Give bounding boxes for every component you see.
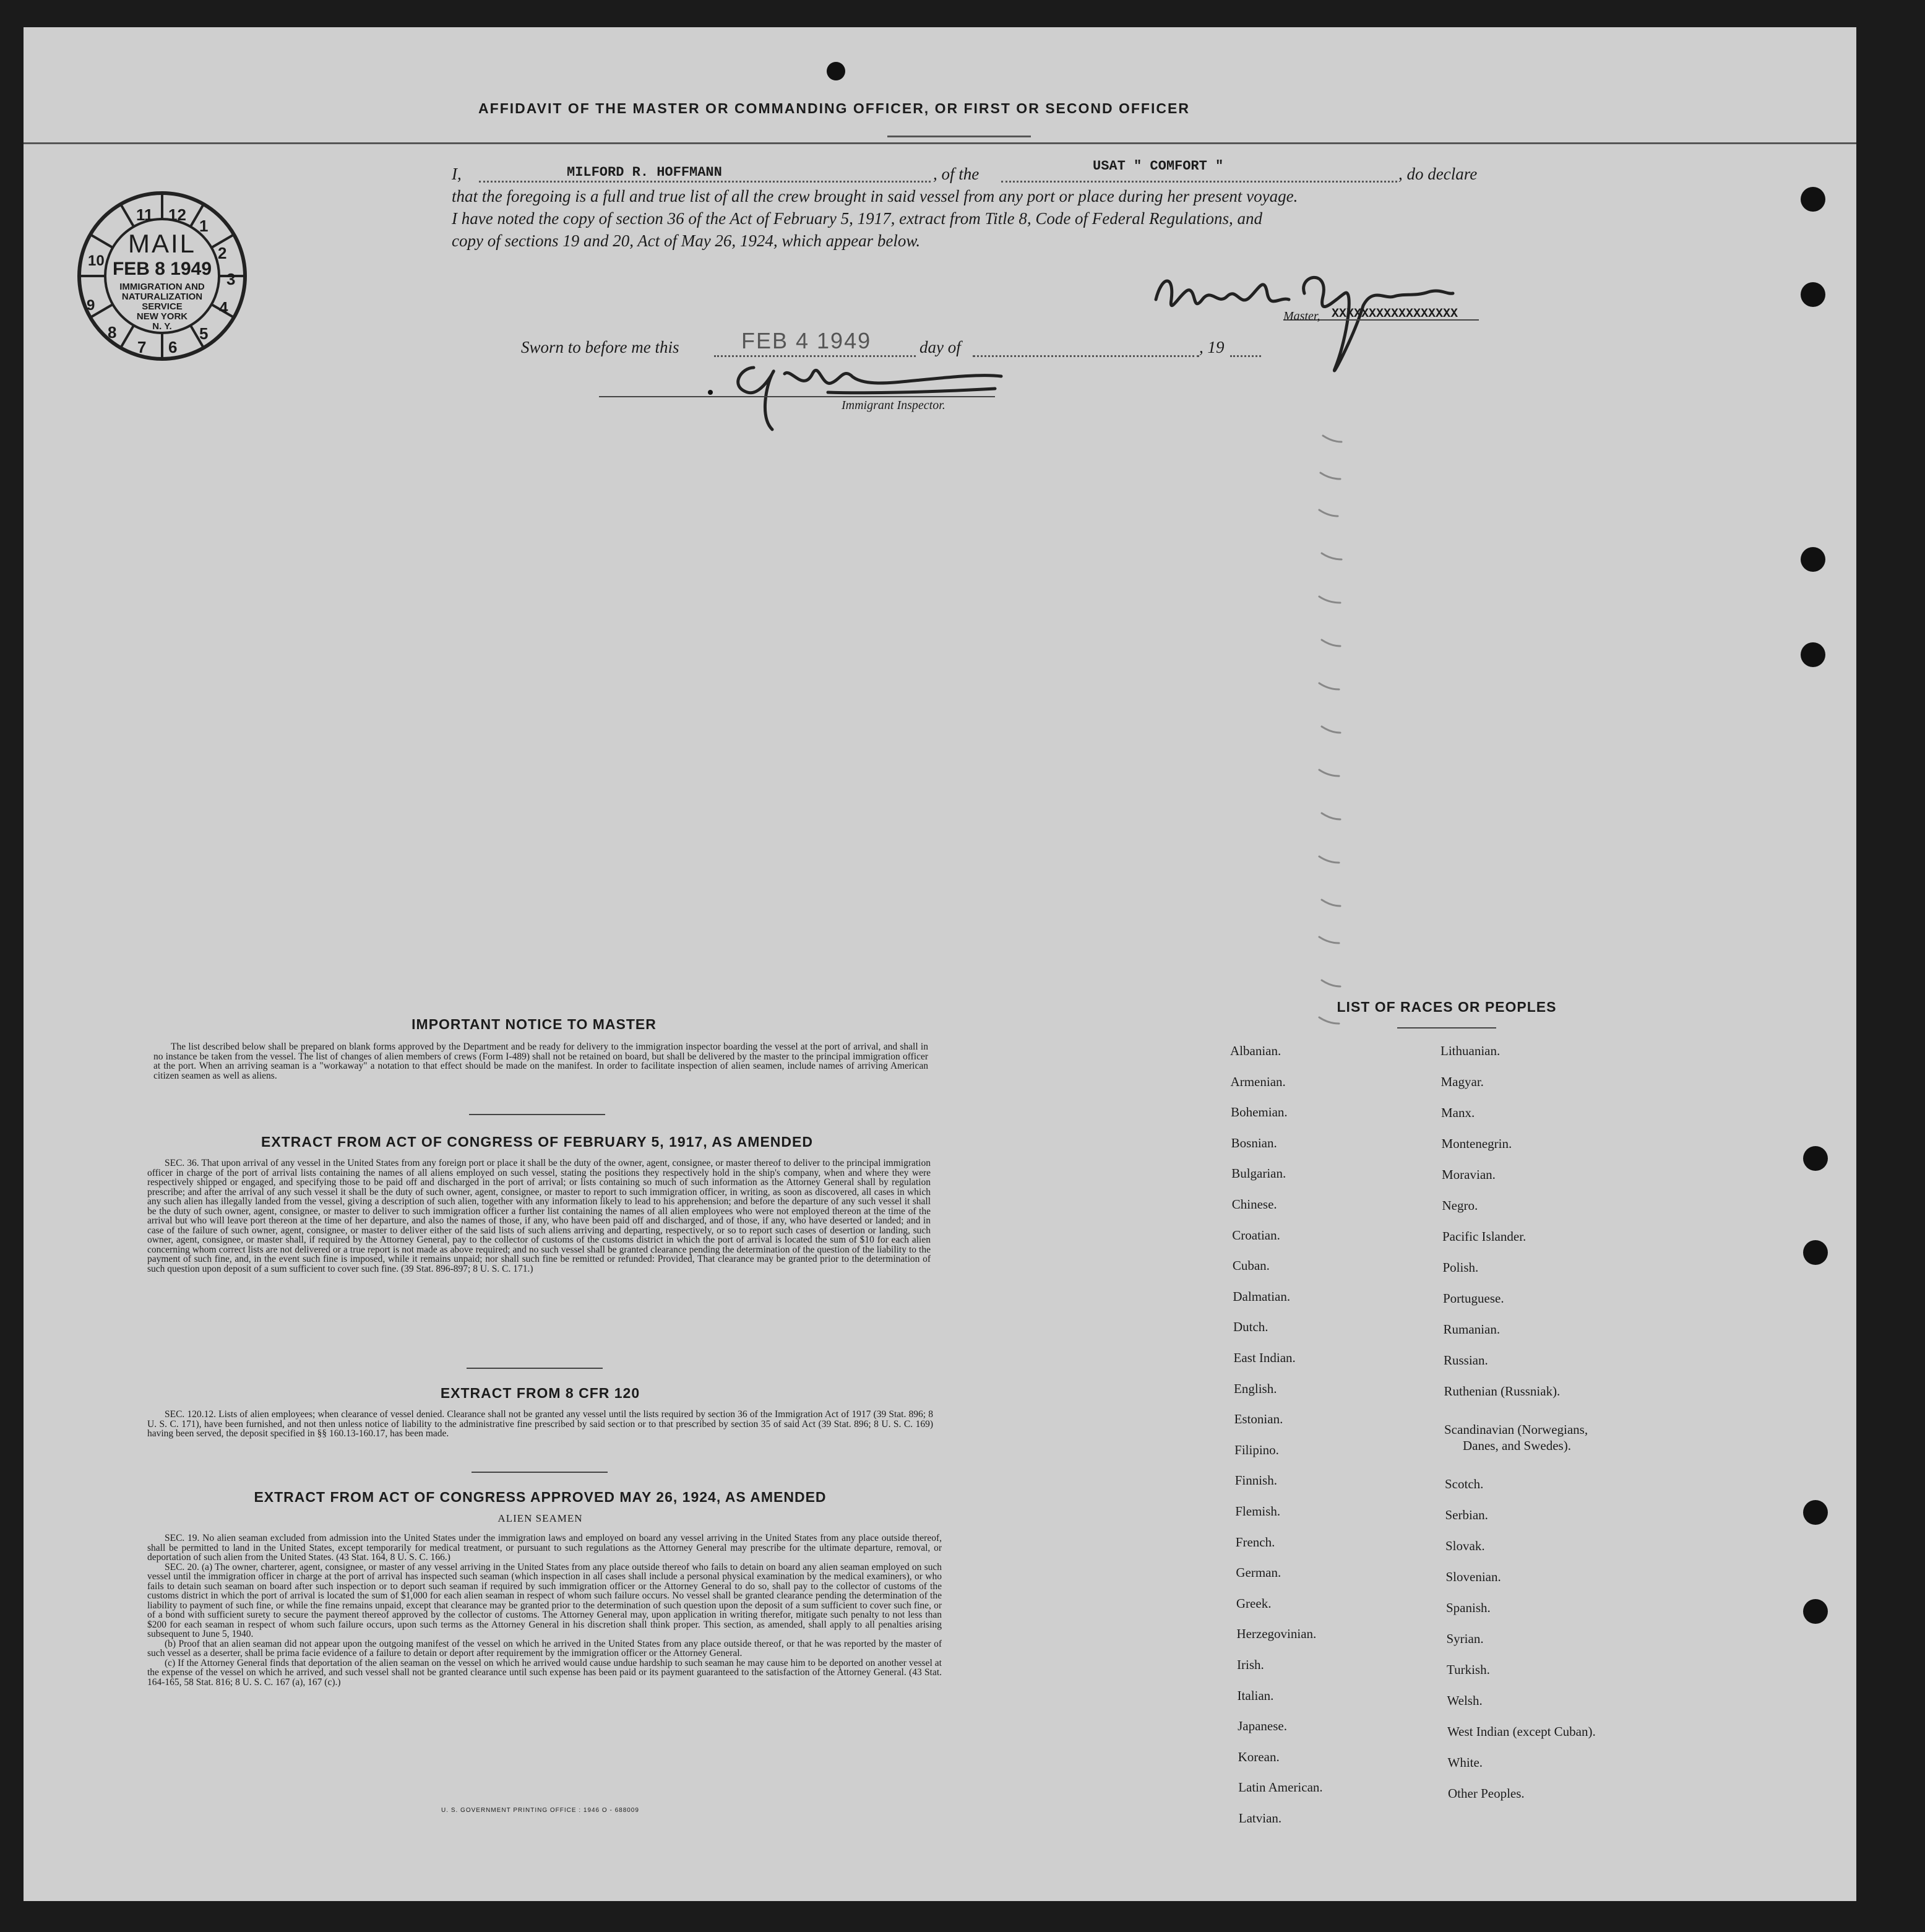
stamp-ring-number: 12 (168, 205, 186, 224)
inspector-label: Immigrant Inspector. (842, 399, 945, 412)
race-item: Cuban. (1232, 1258, 1270, 1274)
stamp-ring-number: 6 (168, 338, 178, 356)
race-item: Bulgarian. (1231, 1166, 1286, 1181)
race-item: Latvian. (1238, 1811, 1282, 1826)
struck-title: XXXXXXXXXXXXXXXXX (1332, 307, 1458, 321)
stamp-line: IMMIGRATION AND (119, 282, 205, 292)
race-item: Lithuanian. (1441, 1043, 1501, 1058)
race-item: Filipino. (1234, 1442, 1279, 1457)
race-item: Serbian. (1445, 1507, 1488, 1522)
extract-cfr-text: SEC. 120.12. Lists of alien employees; when clearance of vessel denied. Clearance shall not be granted any vessel until the lists required by section 36 of the Immigration Act of 1917 (39 Stat. 896; 8 U. S. C. 171), have been furnished, and not then unless notice of liability to the administrative fine prescribed by said section or to that prescribed by section 35 of said Act (39 Stat. 896; 8 U. S. C. 169) having been served, the deposit specified in §§ 160.13-160.17, has been made. (147, 1409, 933, 1439)
race-item: Portuguese. (1443, 1291, 1504, 1306)
extract-1924-sec19: SEC. 19. No alien seaman excluded from admission into the United States under the immigration laws and employed on board any vessel arriving in the United States from any place outside thereof, shall be permitted to land in the United States, except temporarily for medical treatment, or pursuant to such regulations as the Attorney General may prescribe for the ultimate departure, removal, or deportation of such alien from the United States. (43 Stat. 164, 8 U. S. C. 166.) (147, 1533, 942, 1563)
race-item: French. (1235, 1534, 1275, 1550)
extract-cfr-title: EXTRACT FROM 8 CFR 120 (440, 1385, 640, 1401)
day-of-label: day of (919, 338, 961, 356)
punch-hole (1803, 1146, 1828, 1171)
race-item: Ruthenian (Russniak). (1444, 1384, 1561, 1399)
header-divider (24, 142, 1856, 144)
stamp-ring-number: 10 (88, 252, 105, 269)
punch-hole (1801, 547, 1825, 572)
master-signature (1150, 262, 1459, 386)
race-item: Spanish. (1446, 1600, 1491, 1615)
race-item: Italian. (1237, 1688, 1274, 1703)
sworn-label: Sworn to before me this (521, 338, 679, 356)
race-item: English. (1234, 1381, 1277, 1396)
punch-hole (1801, 282, 1825, 307)
race-item: Scandinavian (Norwegians, (1444, 1422, 1588, 1437)
notice-title: IMPORTANT NOTICE TO MASTER (411, 1016, 657, 1032)
vessel-name: USAT " COMFORT " (1093, 158, 1224, 174)
race-item: West Indian (except Cuban). (1447, 1724, 1596, 1739)
race-item: Dutch. (1233, 1319, 1268, 1335)
race-item: Estonian. (1234, 1412, 1283, 1427)
stamp-ring-number: 1 (199, 217, 209, 235)
race-item: German. (1236, 1565, 1281, 1581)
extract-1924-text (147, 1533, 942, 1687)
race-item: Montenegrin. (1441, 1136, 1512, 1151)
race-item: Croatian. (1232, 1227, 1280, 1243)
race-item: Manx. (1441, 1105, 1475, 1120)
race-item: Magyar. (1441, 1074, 1484, 1089)
race-item: Scotch. (1445, 1477, 1484, 1491)
stamp-line: NATURALIZATION (121, 291, 203, 302)
race-item: Greek. (1236, 1595, 1272, 1611)
affidavit-title: AFFIDAVIT OF THE MASTER OR COMMANDING OFFICER, OR FIRST OR SECOND OFFICER (478, 100, 1190, 116)
punch-hole (827, 62, 845, 80)
race-item: Albanian. (1230, 1043, 1281, 1058)
punch-hole (1803, 1500, 1828, 1525)
races-title: LIST OF RACES OR PEOPLES (1337, 999, 1557, 1015)
race-item: Slovak. (1445, 1538, 1485, 1553)
race-item: Turkish. (1447, 1662, 1490, 1677)
race-item: White. (1447, 1755, 1483, 1770)
race-item: Danes, and Swedes). (1463, 1438, 1571, 1453)
gpo-footer: U. S. GOVERNMENT PRINTING OFFICE : 1946 O - 688009 (441, 1807, 639, 1814)
extract-1924-sec20b: (b) Proof that an alien seaman did not appear upon the outgoing manifest of the vessel on which he arrived in the United States from any place outside thereof, or that he was reported by the master of such vessel as a deserter, shall be prima facie evidence of a failure to detain or deport after requirement by the immigration officer or the Attorney General. (147, 1638, 942, 1658)
extract-1924-sec20c: (c) If the Attorney General finds that deportation of the alien seaman on the vessel on which he arrived would cause undue hardship to such seaman he may cause him to be deported on another vessel at the expense of the vessel on which he arrived, and such vessel shall not be granted clearance until such expense has been paid or its payment guaranteed to the satisfaction of the Attorney General. (43 Stat. 164-165, 58 Stat. 816; 8 U. S. C. 167 (a), 167 (c).) (147, 1657, 942, 1688)
race-item: Other Peoples. (1448, 1786, 1525, 1801)
race-item: Russian. (1444, 1353, 1488, 1368)
stamp-mail: MAIL (127, 229, 197, 258)
race-item: Syrian. (1446, 1631, 1484, 1646)
declaration-line-3: I have noted the copy of section 36 of the Act of February 5, 1917, extract from Title 8, Code of Federal Regulations, and (452, 209, 1263, 228)
extract-1917-text: SEC. 36. That upon arrival of any vessel in the United States from any foreign port or place it shall be the duty of the owner, agent, consignee, or master thereof to deliver to the principal immigration officer in charge of the port of arrival lists containing the names of all aliens employed on such vessel, stating the positions they respectively hold in the ship's company, when and where they were respectively shipped or engaged, and specifying those to be paid off and discharged in the port of arrival; or lists containing so much of such information as the Attorney General shall by regulation prescribe; and after the arrival of any such vessel it shall be the duty of such owner, agent, consignee, or master to report to such immigration officer, in writing, as soon as discovered, all cases in which any such alien has illegally landed from the vessel, giving a description of such alien, together with any information likely to lead to his apprehension; and before the departure of any such vessel it shall be the duty of such owner, agent, consignee, or master to deliver to such immigration officer a further list containing the names of all alien employees who were not employed thereon at the time of the arrival but who will leave port thereon at the time of her departure, and also the names of those, if any, who have been paid off and discharged, and of those, if any, who have deserted or landed; and in case of the failure of such owner, agent, consignee, or master to deliver either of the said lists of such aliens arriving and departing, respectively, or so to report such cases of desertion or landing, such owner, agent, consignee, or master shall, if required by the Attorney General, pay to the collector of customs of the customs district in which the port of arrival is located the sum of $10 for each alien concerning whom correct lists are not delivered or a true report is not made as above required; and no such vessel shall be granted clearance pending the determination of the question of the liability to the payment of such fine, and, in the event such fine is imposed, while it remains unpaid; nor shall such fine be remitted or refunded: Provided, That clearance may be granted prior to the determination of such question upon deposit of a sum sufficient to cover such fine. (39 Stat. 896-897; 8 U. S. C. 171.) (147, 1158, 931, 1274)
declaration-do-declare: , do declare (1398, 165, 1478, 183)
extract-1924-sec20a: SEC. 20. (a) The owner, charterer, agent, consignee, or master of any vessel arriving in the United States from any place outside thereof who fails to detain on board any alien seaman employed on such vessel until the immigration officer in charge at the port of arrival has inspected such seaman (which inspection in all cases shall include a personal physical examination by the medical examiners), or who fails to detain such seaman on board after such inspection or to deport such seaman if required by such immigration officer or the Attorney General to do so, shall pay to the collector of customs of the customs district in which the port of arrival is located the sum of $1,000 for each alien seaman in respect of whom such failure occurs. No vessel shall be granted clearance pending the determination of the liability to payment of such fine, or while the fine remains unpaid, except that clearance may be granted prior to the determination of such question upon the deposit of a sum sufficient to cover such fine, or of a bond with sufficient surety to secure the payment thereof approved by the collector of customs. The Attorney General may, upon application in writing therefor, mitigate such penalty to not less than $200 for each seaman in respect of whom such failure occurs, upon such terms as the Attorney General in his discretion shall think proper. This section, as amended, shall apply to all penalties arising subsequent to June 5, 1940. (147, 1561, 942, 1639)
stamp-ring-number: 2 (218, 244, 227, 262)
race-item: Japanese. (1238, 1719, 1287, 1734)
declaration-line-2: that the foregoing is a full and true list of all the crew brought in said vessel from any port or place during her present voyage. (452, 187, 1298, 205)
stamp-date: FEB 8 1949 (112, 259, 212, 279)
stamp-ring-number: 5 (199, 324, 209, 343)
extract-1924-subtitle: ALIEN SEAMEN (497, 1512, 583, 1524)
immigration-mail-stamp (75, 189, 249, 363)
title-underline (887, 136, 1031, 137)
race-item: East Indian. (1233, 1350, 1296, 1365)
punch-hole (1801, 642, 1825, 667)
race-item: Flemish. (1235, 1504, 1281, 1519)
declaration-i: I, (452, 165, 462, 183)
race-item: Finnish. (1234, 1473, 1277, 1488)
race-item: Slovenian. (1445, 1569, 1501, 1584)
race-item: Moravian. (1442, 1167, 1496, 1182)
race-item: Korean. (1238, 1749, 1280, 1764)
year-label: , 19 (1199, 338, 1225, 356)
master-label: Master, (1283, 309, 1320, 323)
extract-1917-title: EXTRACT FROM ACT OF CONGRESS OF FEBRUARY 5, 1917, AS AMENDED (261, 1134, 813, 1150)
stamp-ring-number: 4 (219, 298, 228, 317)
race-item: Bohemian. (1231, 1105, 1288, 1120)
inspector-signature (704, 349, 1014, 442)
race-item: Latin American. (1238, 1780, 1323, 1795)
declaration-of-the: , of the (933, 165, 980, 183)
extract-1924-title: EXTRACT FROM ACT OF CONGRESS APPROVED MAY 26, 1924, AS AMENDED (254, 1489, 827, 1505)
punch-hole (1801, 187, 1825, 212)
punch-hole (1803, 1240, 1828, 1265)
race-item: Chinese. (1231, 1197, 1277, 1212)
stamp-ring-number: 11 (136, 205, 153, 224)
notice-text: The list described below shall be prepared on blank forms approved by the Department and be ready for delivery to the immigration inspector boarding the vessel at the port of arrival, and shall in no instance be taken from the vessel. The list of changes of alien members of crews (Form I-489) shall not be retained on board, but shall be delivered by the master to the principal immigration officer at the port. When an arriving seaman is a "workaway" a notation to that effect should be made on the manifest. In order to facilitate inspection of alien seamen, include names of arriving American citizen seamen as well as aliens. (153, 1041, 928, 1081)
stamp-ring-number: 8 (108, 323, 117, 342)
race-item: Irish. (1237, 1657, 1264, 1672)
race-item: Bosnian. (1231, 1135, 1277, 1150)
stamp-ring-number: 3 (226, 270, 236, 288)
ink-dot (708, 390, 713, 395)
stamp-line: NEW YORK (136, 311, 188, 322)
pencil-tick-marks (1311, 423, 1372, 1871)
stamp-line: SERVICE (142, 301, 183, 312)
master-name: MILFORD R. HOFFMANN (567, 165, 722, 180)
stamp-ring-number: 7 (137, 338, 147, 356)
race-item: Pacific Islander. (1442, 1229, 1527, 1244)
race-item: Polish. (1442, 1260, 1479, 1275)
punch-hole (1803, 1599, 1828, 1624)
race-item: Negro. (1442, 1198, 1478, 1213)
race-item: Rumanian. (1443, 1322, 1501, 1337)
sworn-date-stamp: FEB 4 1949 (741, 328, 872, 353)
document-page (24, 27, 1856, 1901)
race-item: Herzegovinian. (1236, 1626, 1317, 1642)
declaration-line-4: copy of sections 19 and 20, Act of May 26, 1924, which appear below. (452, 231, 921, 250)
stamp-line: N. Y. (152, 321, 172, 332)
race-item: Armenian. (1230, 1074, 1286, 1089)
race-item: Welsh. (1447, 1693, 1483, 1708)
stamp-ring-number: 9 (87, 297, 95, 314)
race-item: Dalmatian. (1233, 1288, 1291, 1304)
